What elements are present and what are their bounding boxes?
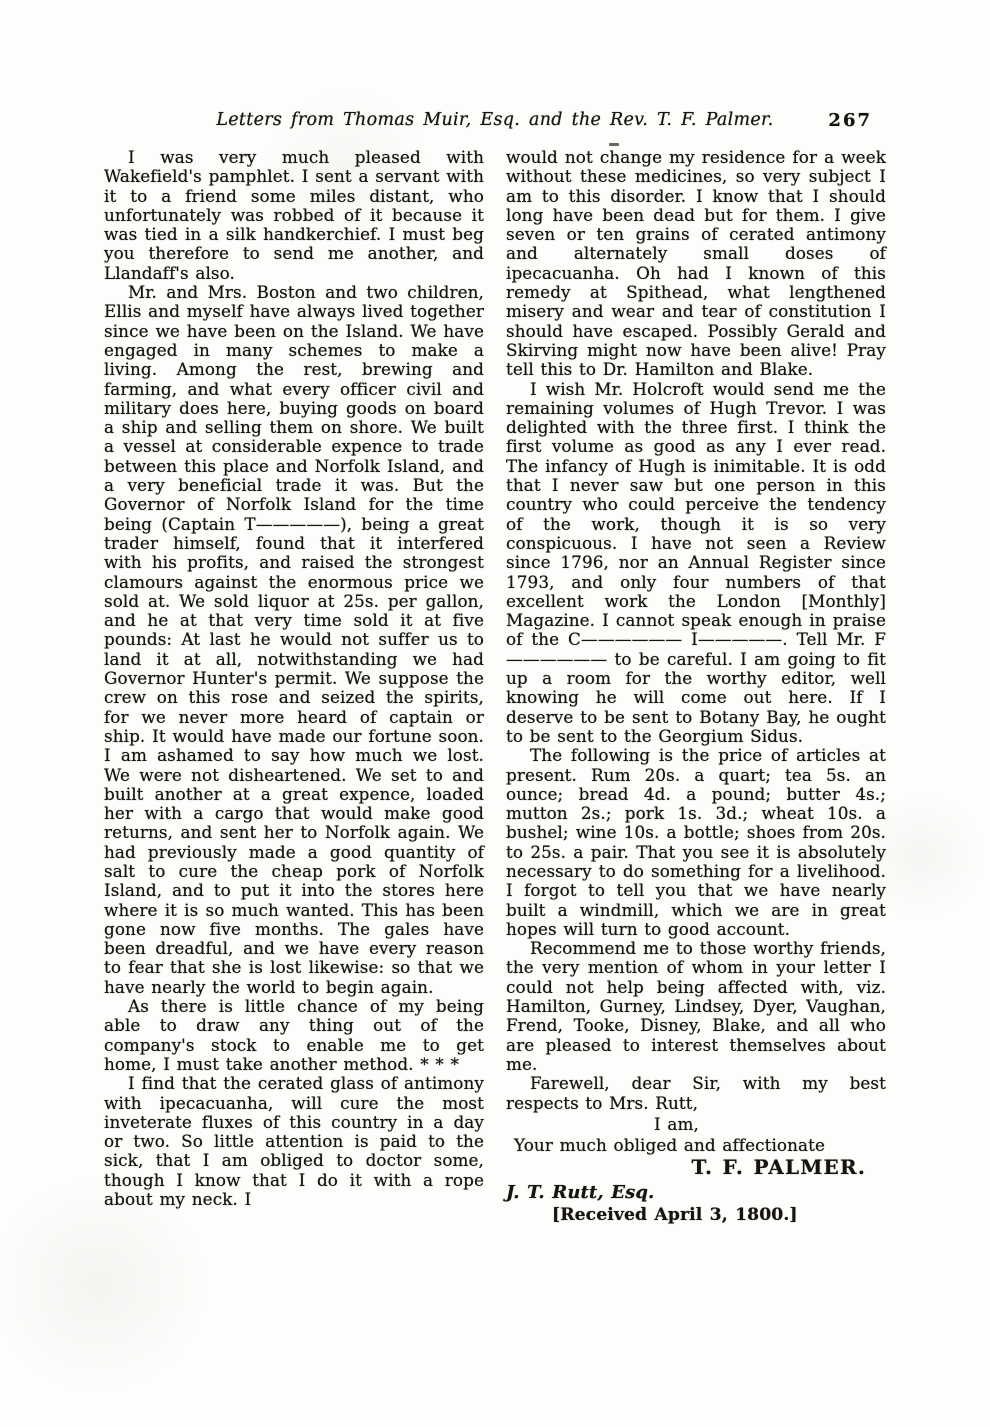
paragraph-boston-island-trade: Mr. and Mrs. Boston and two children, Ellis and myself have always lived together since we have been on the Island. We have engaged in many schemes to make a living. Among the rest, brewing and farming, and what every officer civil and military does here, buying goods on board a ship and selling them on shore. We built a vessel at considerable expence to trade between this place and Norfolk Island, and a very beneficial trade it was. But the Governor of Norfolk Island for the time being (Captain T—————), being a great trader himself, found that it interfered with his profits, and raised the strongest clamours against the enormous price we sold at. We sold liquor at 25s. per gallon, and he at that very time sold it at five pounds: At last he would not suffer us to land it at all, notwithstanding we had Governor Hunter's permit. We suppose the crew on this rose and seized the spirits, for we never more heard of captain or ship. It would have made our fortune soon. I am ashamed to say how much we lost. We were not disheartened. We set to and built another at a great expence, loaded her with a cargo that would make good returns, and sent her to Norfolk again. We had previously made a good quantity of salt to cure the cheap pork of Norfolk Island, and to put it into the stores here where it is so much wanted. This has been gone now five months. The gales have been dreadful, and we have every reason to fear that she is lost likewise: so that we have nearly the world to begin again. [104,282,484,997]
right-column [506,148,886,1226]
received-date: [Received April 3, 1800.] [552,1205,798,1226]
paragraph-price-of-articles: The following is the price of articles at present. Rum 20s. a quart; tea 5s. an ounce; bread 4d. a pound; butter 4s.; mutton 2s.; pork 1s. 3d.; wheat 10s. a bushel; wine 10s. a bottle; shoes from 20s. to 25s. a pair. That you see it is absolutely necessary to do something for a livelihood. I forgot to tell you that we have nearly built a windmill, which we are in great hopes will turn to good account. [506,745,886,939]
paragraph-medicines-continued: would not change my residence for a week without these medicines, so very subject I am to this disorder. I know that I should long have been dead but for them. I give seven or ten grains of cerated antimony and alternately small doses of ipecacuanha. Oh had I known of this remedy at Spithead, what lengthened misery and wear and tear of constitution I should have escaped. Possibly Gerald and Skirving might now have been alive! Pray tell this to Dr. Hamilton and Blake. [506,147,886,380]
closing-obliged: Your much obliged and affectionate [514,1135,826,1156]
paragraph-company-stock: As there is little chance of my being able to draw any thing out of the company's stock to enable me to get home, I must take another method. * * * [104,996,484,1074]
page-number: 267 [828,110,872,131]
left-column [104,148,484,1226]
signature: T. F. PALMER. [691,1155,866,1180]
page-header [0,110,990,140]
paragraph-wakefield-pamphlet: I was very much pleased with Wakefield's pamphlet. I sent a servant with it to a friend some miles distant, who unfortunately was robbed of it because it was tied in a silk handkerchief. I must beg you therefore to send me another, and Llandaff's also. [104,147,484,283]
closing-i-am: I am, [654,1113,699,1134]
ink-speck [609,143,619,146]
paragraph-recommend-friends: Recommend me to those worthy friends, the very mention of whom in your letter I could not help being affected with, viz. Hamilton, Gurney, Lindsey, Dyer, Vaughan, Frend, Tooke, Disney, Blake, and all who are pleased to interest themselves about me. [506,938,886,1074]
text-columns [104,148,886,1226]
paragraph-holcroft-hugh-trevor: I wish Mr. Holcroft would send me the remaining volumes of Hugh Trevor. I was delighted with the three first. I think the first volume as good as any I ever read. The infancy of Hugh is inimitable. It is odd that I never saw but one person in this country who could perceive the tendency of the work, though it is so very conspicuous. I have not seen a Review since 1796, nor an Annual Register since 1793, and only four numbers of that excellent work the London [Monthly] Magazine. I cannot speak enough in praise of the C—————— I—————. Tell Mr. F—————— to be careful. I am going to fit up a room for the worthy editor, well knowing he will come out here. If I deserve to be sent to Botany Bay, he ought to be sent to the Georgium Sidus. [506,378,886,746]
paragraph-cerated-glass: I find that the cerated glass of antimony with ipecacuanha, will cure the most inveterate fluxes of this country in a day or two. So little attention is paid to the sick, that I am obliged to doctor some, though I know that I do it with a rope about my neck. I [104,1073,484,1210]
running-title: Letters from Thomas Muir, Esq. and the Rev. T. F. Palmer. [216,110,774,130]
paragraph-farewell: Farewell, dear Sir, with my best respects to Mrs. Rutt, [506,1073,886,1113]
addressee: J. T. Rutt, Esq. [506,1182,655,1204]
